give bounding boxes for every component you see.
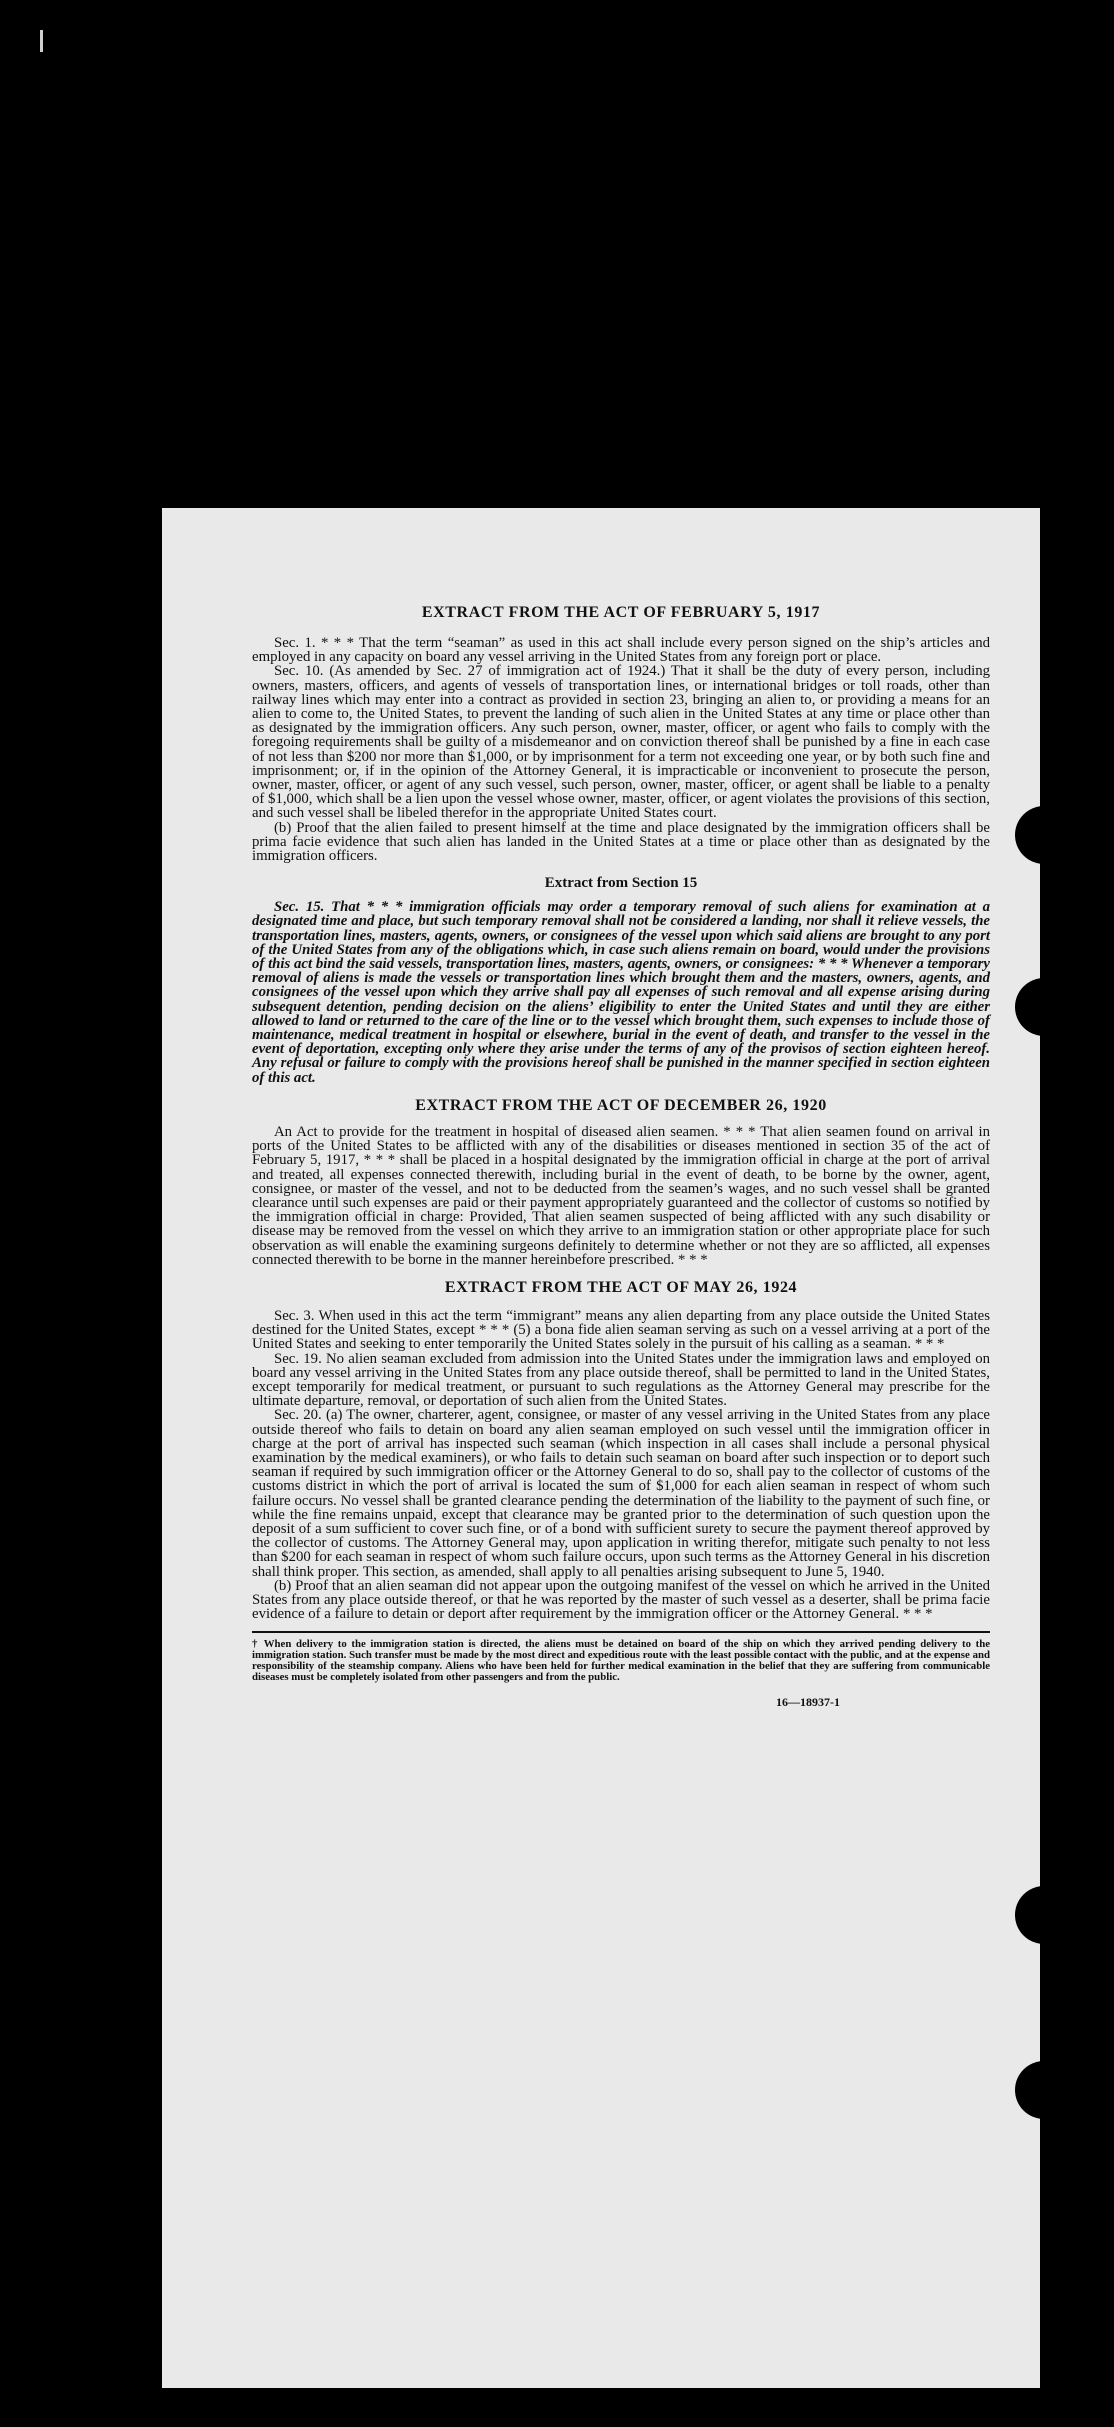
act3-sec19: Sec. 19. No alien seaman excluded from admission into the United States under the immigration laws and employed on board any vessel arriving in the United States from any place outside thereof, shall be permitted to land in the United States, except temporarily for medical treatment, or pursuant to such regulations as the Attorney General may prescribe for the ultimate departure, removal, or deportation of such alien from the United States. (252, 1350, 990, 1410)
footnote: † When delivery to the immigration station is directed, the aliens must be detained on board of the ship on which they arrived pending delivery to the immigration station. Such transfer must be made by the most direct and expeditious route with the least possible contact with the public, and at the expense and responsibility of the steamship company. Aliens who have been held for further medical examination in the belief that they are suffering from communicable diseases must be completely isolated from other passengers and from the public. (252, 1631, 990, 1683)
act3-sec3: Sec. 3. When used in this act the term “immigrant” means any alien departing from any place outside the United States destined for the United States, except * * * (5) a bona fide alien seaman serving as such on a vessel arriving at a port of the United States and seeking to enter temporarily the United States solely in the pursuit of his calling as a seaman. * * * (252, 1307, 990, 1353)
act1-sec10b: (b) Proof that the alien failed to present himself at the time and place designated by the immigration officers shall be prima facie evidence that such alien has landed in the United States at a time or place other than as designated by the immigration officers. (252, 819, 990, 865)
act3-title: EXTRACT FROM THE ACT OF MAY 26, 1924 (444, 1278, 798, 1296)
punch-hole (1015, 806, 1040, 864)
form-number: 16—18937-1 (776, 1695, 840, 1710)
punch-hole (1015, 2061, 1040, 2119)
act3-sec20a: Sec. 20. (a) The owner, charterer, agent, consignee, or master of any vessel arriving in the United States from any place outside thereof who fails to detain on board any alien seaman employed on such vessel until the immigration officer in charge at the port of arrival has inspected such seaman (which inspection in all cases shall include a personal physical examination by the medical examiners), or who fails to detain such seaman on board after such inspection or to deport such seaman if required by such immigration officer or the Attorney General to do so, shall pay to the collector of customs of the customs district in which the port of arrival is located the sum of $1,000 for each alien seaman in respect of whom such failure occurs. No vessel shall be granted clearance pending the determination of the liability to the payment of such fine, or while the fine remains unpaid, except that clearance may be granted prior to the determination of such question upon the deposit of a sum sufficient to cover such fine, or of a bond with sufficient surety to secure the payment thereof approved by the collector of customs. The Attorney General may, upon application in writing therefor, mitigate such penalty to not less than $200 for each seaman in respect of whom such failure occurs, upon such terms as the Attorney General in his discretion shall think proper. This section, as amended, shall apply to all penalties arising subsequent to June 5, 1940. (252, 1407, 990, 1580)
scan-mark (40, 30, 43, 52)
section15-text: Sec. 15. That * * * immigration officials may order a temporary removal of such aliens for examination at a designated time and place, but such temporary removal shall not be considered a landing, nor shall it relieve vessels, the transportation lines, masters, agents, owners, or consignees of the vessel upon which said aliens are brought to any port of the United States from any of the obligations which, in case such aliens remain on board, would under the provisions of this act bind the said vessels, transportation lines, masters, agents, owners, or consignees: * * * Whenever a temporary removal of aliens is made the vessels or transportation lines which brought them and the masters, owners, agents, and consignees of the vessel upon which they arrive shall pay all expenses of such removal and all expense arising during subsequent detention, pending decision on the aliens’ eligibility to enter the United States and until they are either allowed to land or returned to the care of the line or to the vessel which brought them, such expenses to include those of maintenance, medical treatment in hospital or elsewhere, burial in the event of death, and transfer to the vessel in the event of deportation, excepting only where they arise under the terms of any of the provisos of section eighteen hereof. Any refusal or failure to comply with the provisions hereof shall be punished in the manner specified in section eighteen of this act. (252, 899, 990, 1086)
section15-title: Extract from Section 15 (544, 875, 698, 892)
act1-sec10: Sec. 10. (As amended by Sec. 27 of immigration act of 1924.) That it shall be the duty of every person, including owners, masters, officers, and agents of vessels of transportation lines, or international bridges or toll roads, other than railway lines which may enter into a contract as provided in section 23, bringing an alien to, or providing a means for an alien to come to, the United States, to prevent the landing of such alien in the United States at any time or place other than as designated by the immigration officers. Any such person, owner, master, officer, or agent who fails to comply with the foregoing requirements shall be guilty of a misdemeanor and on conviction thereof shall be punished by a fine in each case of not less than $200 nor more than $1,000, or by imprisonment for a term not exceeding one year, or by both such fine and imprisonment; or, if in the opinion of the Attorney General, it is impracticable or inconvenient to prosecute the person, owner, master, officer, or agent of any such vessel, such person, owner, master, officer, or agent shall be liable to a penalty of $1,000, which shall be a lien upon the vessel whose owner, master, officer, or agent violates the provisions of this section, and such vessel shall be libeled therefor in the appropriate United States court. (252, 663, 990, 822)
act1-title: EXTRACT FROM THE ACT OF FEBRUARY 5, 1917 (421, 604, 821, 621)
act2-text: An Act to provide for the treatment in hospital of diseased alien seamen. * * * That alien seamen found on arrival in ports of the United States to be afflicted with any of the disabilities or diseases mentioned in section 35 of the act of February 5, 1917, * * * shall be placed in a hospital designated by the immigration official in charge at the port of arrival and treated, all expenses connected therewith, including burial in the event of death, to be borne by the owner, agent, consignee, or master of the vessel, and not to be deducted from the seamen’s wages, and no such vessel shall be granted clearance until such expenses are paid or their payment appropriately guaranteed and the collector of customs so notified by the immigration official in charge: Provided, That alien seamen suspected of being afflicted with any such disability or disease may be removed from the vessel on which they arrive to an immigration station or other appropriate place for such observation as will enable the examining surgeons definitely to determine whether or not they are so afflicted, all expenses connected therewith to be borne in the manner hereinbefore prescribed. * * * (252, 1123, 990, 1268)
document-page (162, 508, 1040, 2388)
punch-hole (1015, 1886, 1040, 1944)
act2-title: EXTRACT FROM THE ACT OF DECEMBER 26, 1920 (415, 1096, 827, 1114)
act3-sec20b: (b) Proof that an alien seaman did not appear upon the outgoing manifest of the vessel on which he arrived in the United States from any place outside thereof, or that he was reported by the master of such vessel as a deserter, shall be prima facie evidence of a failure to detain or deport after requirement by the immigration officer or the Attorney General. * * * (252, 1577, 990, 1623)
act1-sec1: Sec. 1. * * * That the term “seaman” as used in this act shall include every person signed on the ship’s articles and employed in any capacity on board any vessel arriving in the United States from any foreign port or place. (252, 635, 990, 666)
punch-hole (1015, 978, 1040, 1036)
